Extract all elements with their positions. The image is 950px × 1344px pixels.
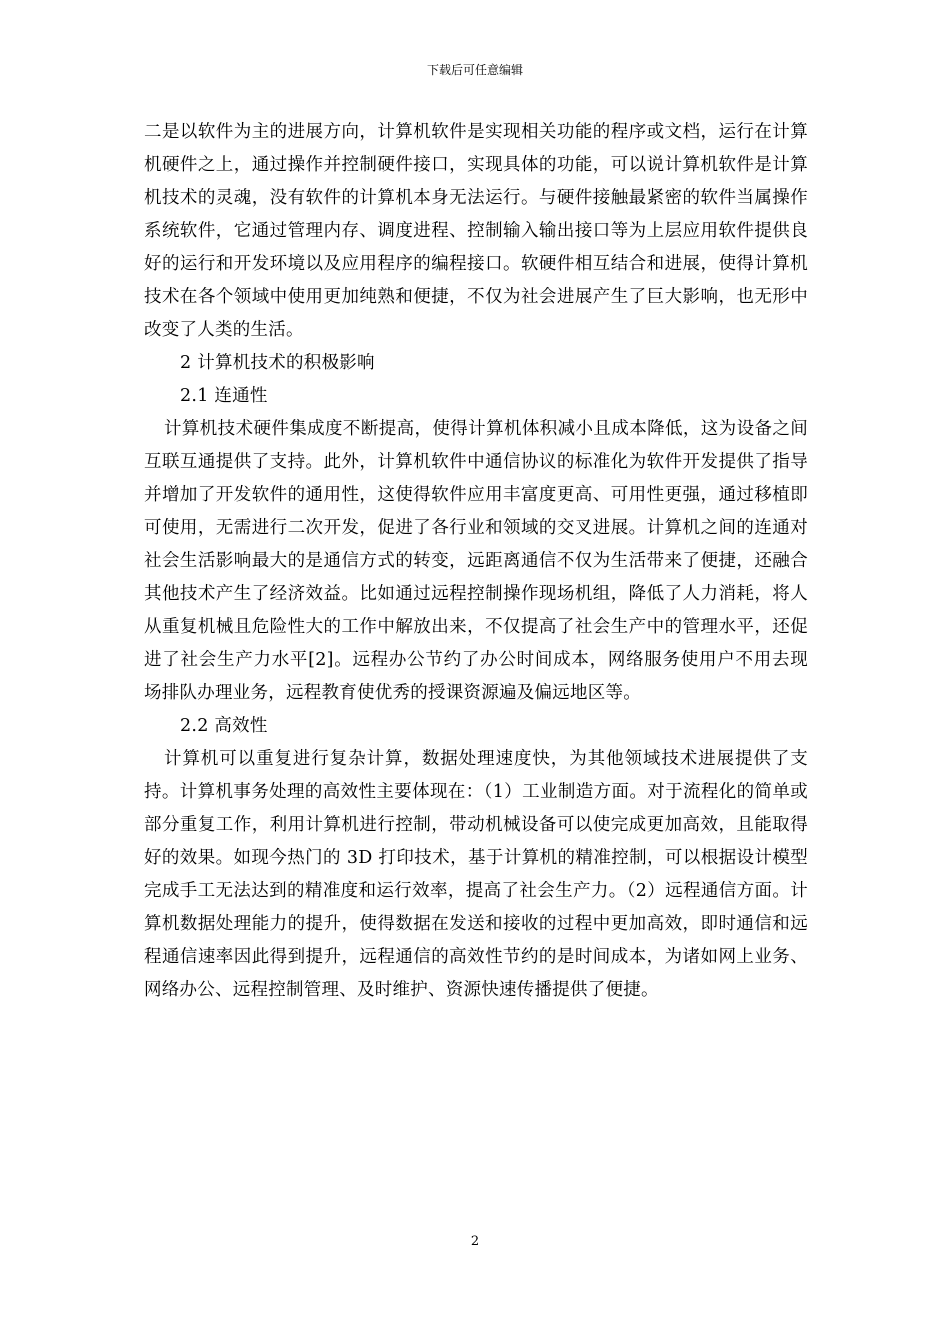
- paragraph-intro: 二是以软件为主的进展方向，计算机软件是实现相关功能的程序或文档，运行在计算机硬件之上，通过操作并控制硬件接口，实现具体的功能，可以说计算机软件是计算机技术的灵魂，没有软件的计算机本身无法运行。与硬件接触最紧密的软件当属操作系统软件，它通过管理内存、调度进程、控制输入输出接口等为上层应用软件提供良好的运行和开发环境以及应用程序的编程接口。软硬件相互结合和进展，使得计算机技术在各个领域中使用更加纯熟和便捷，不仅为社会进展产生了巨大影响，也无形中改变了人类的生活。: [144, 122, 808, 340]
- paragraph-efficiency: 计算机可以重复进行复杂计算，数据处理速度快，为其他领域技术进展提供了支持。计算机事务处理的高效性主要体现在：（1）工业制造方面。对于流程化的简单或部分重复工作，利用计算机进行控制，带动机械设备可以使完成更加高效，且能取得好的效果。如现今热门的 3D 打印技术，基于计算机的精准控制，可以根据设计模型完成手工无法达到的精准度和运行效率，提高了社会生产力。（2）远程通信方面。计算机数据处理能力的提升，使得数据在发送和接收的过程中更加高效，即时通信和远程通信速率因此得到提升，远程通信的高效性节约的是时间成本，为诸如网上业务、网络办公、远程控制管理、及时维护、资源快速传播提供了便捷。: [144, 749, 808, 1000]
- subsection-heading-2-1: 2.1 连通性: [180, 386, 268, 406]
- header-note: 下载后可任意编辑: [426, 63, 523, 77]
- page-number: 2: [470, 1234, 480, 1249]
- section-heading-2: 2 计算机技术的积极影响: [180, 353, 375, 373]
- document-body: [144, 116, 808, 1007]
- paragraph-connectivity: 计算机技术硬件集成度不断提高，使得计算机体积减小且成本降低，这为设备之间互联互通提供了支持。此外，计算机软件中通信协议的标准化为软件开发提供了指导并增加了开发软件的通用性，这使得软件应用丰富度更高、可用性更强，通过移植即可使用，无需进行二次开发，促进了各行业和领域的交叉进展。计算机之间的连通对社会生活影响最大的是通信方式的转变，远距离通信不仅为生活带来了便捷，还融合其他技术产生了经济效益。比如通过远程控制操作现场机组，降低了人力消耗，将人从重复机械且危险性大的工作中解放出来，不仅提高了社会生产中的管理水平，还促进了社会生产力水平[2]。远程办公节约了办公时间成本，网络服务使用户不用去现场排队办理业务，远程教育使优秀的授课资源遍及偏远地区等。: [144, 419, 808, 703]
- subsection-heading-2-2: 2.2 高效性: [180, 716, 268, 736]
